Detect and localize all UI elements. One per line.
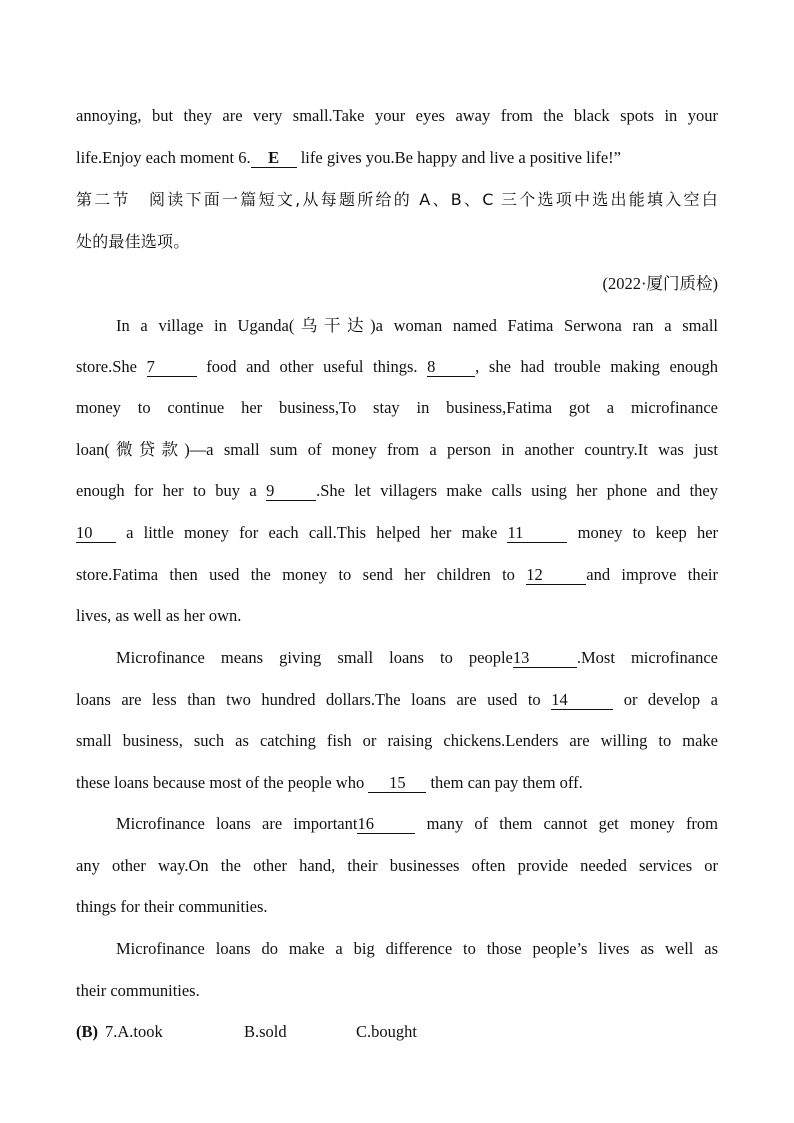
passage-line [76, 564, 718, 586]
section-instruction-line-1 [76, 189, 718, 211]
passage-line [76, 896, 718, 918]
text-span: Microfinance loans are important [116, 814, 358, 833]
blank-16: 16 [357, 814, 415, 834]
blank-12: 12 [526, 565, 586, 585]
passage-line [116, 315, 718, 337]
text-span: life.Enjoy each moment 6. [76, 148, 251, 167]
prev-text-line-1 [76, 105, 718, 127]
text-span: any other way.On the other hand, their businesses often provide needed services or [76, 856, 718, 875]
passage-line [76, 605, 718, 627]
source-label [76, 273, 718, 295]
text-span: (2022·厦门质检) [602, 274, 718, 293]
passage-line [76, 397, 718, 419]
option-a: 7.A.took [105, 1022, 163, 1041]
passage-line [76, 480, 718, 502]
passage-line [76, 730, 718, 752]
passage-line [116, 813, 718, 835]
blank-11: 11 [507, 523, 567, 543]
passage-line [76, 439, 718, 461]
passage-line [76, 356, 718, 378]
blank-10: 10 [76, 523, 116, 543]
text-span: these loans because most of the people who [76, 773, 365, 792]
passage-line [76, 689, 718, 711]
blank-14: 14 [551, 690, 613, 710]
blank-9: 9 [266, 481, 316, 501]
text-span: them can pay them off. [430, 773, 583, 792]
text-span: loans are less than two hundred dollars.The loans are used to [76, 690, 541, 709]
answer-label: (B) [76, 1022, 98, 1041]
text-span: lives, as well as her own. [76, 606, 242, 625]
text-span: annoying, but they are very small.Take your eyes away from the black spots in your [76, 106, 718, 125]
blank-8: 8 [427, 357, 475, 377]
text-span: 第二节 阅读下面一篇短文,从每题所给的 A、B、C 三个选项中选出能填入空白 [76, 190, 718, 209]
answer-blank-6: E [251, 148, 297, 168]
section-instruction-line-2 [76, 231, 718, 253]
prev-text-line-2 [76, 147, 718, 169]
passage-line [116, 938, 718, 960]
text-span: enough for her to buy a [76, 481, 257, 500]
passage-line [76, 522, 718, 544]
text-span: many of them cannot get money from [426, 814, 719, 833]
passage-line [76, 980, 718, 1002]
text-span: money to continue her business,To stay in business,Fatima got a microfinance [76, 398, 718, 417]
blank-7: 7 [147, 357, 197, 377]
text-span: life gives you.Be happy and live a positive life!” [300, 148, 621, 167]
text-span: or develop a [623, 690, 718, 709]
text-span: Microfinance loans do make a big difference to those people’s lives as well as [116, 939, 718, 958]
text-span: .Most microfinance [576, 648, 718, 667]
text-span: 处的最佳选项。 [76, 232, 190, 251]
text-span: small business, such as catching fish or raising chickens.Lenders are willing to make [76, 731, 718, 750]
text-span: a little money for each call.This helped her make [126, 523, 498, 542]
option-c: C.bought [356, 1022, 417, 1041]
text-span: store.Fatima then used the money to send her children to [76, 565, 515, 584]
passage-line [116, 647, 718, 669]
text-span: things for their communities. [76, 897, 268, 916]
question-7 [76, 1021, 718, 1043]
text-span: loan(微贷款)—a small sum of money from a person in another country.It was just [76, 440, 718, 459]
text-span: In a village in Uganda(乌干达)a woman named Fatima Serwona ran a small [116, 316, 718, 335]
text-span: Microfinance means giving small loans to people [116, 648, 513, 667]
text-span: and improve their [586, 565, 719, 584]
passage-line [76, 772, 718, 794]
text-span: their communities. [76, 981, 200, 1000]
passage-line [76, 855, 718, 877]
option-b: B.sold [244, 1022, 287, 1041]
text-span: money to keep her [577, 523, 719, 542]
blank-13: 13 [513, 648, 577, 668]
blank-15: 15 [368, 773, 426, 793]
text-span: store.She [76, 357, 137, 376]
text-span: , she had trouble making enough [475, 357, 719, 376]
text-span: food and other useful things. [206, 357, 418, 376]
text-span: .She let villagers make calls using her phone and they [316, 481, 719, 500]
